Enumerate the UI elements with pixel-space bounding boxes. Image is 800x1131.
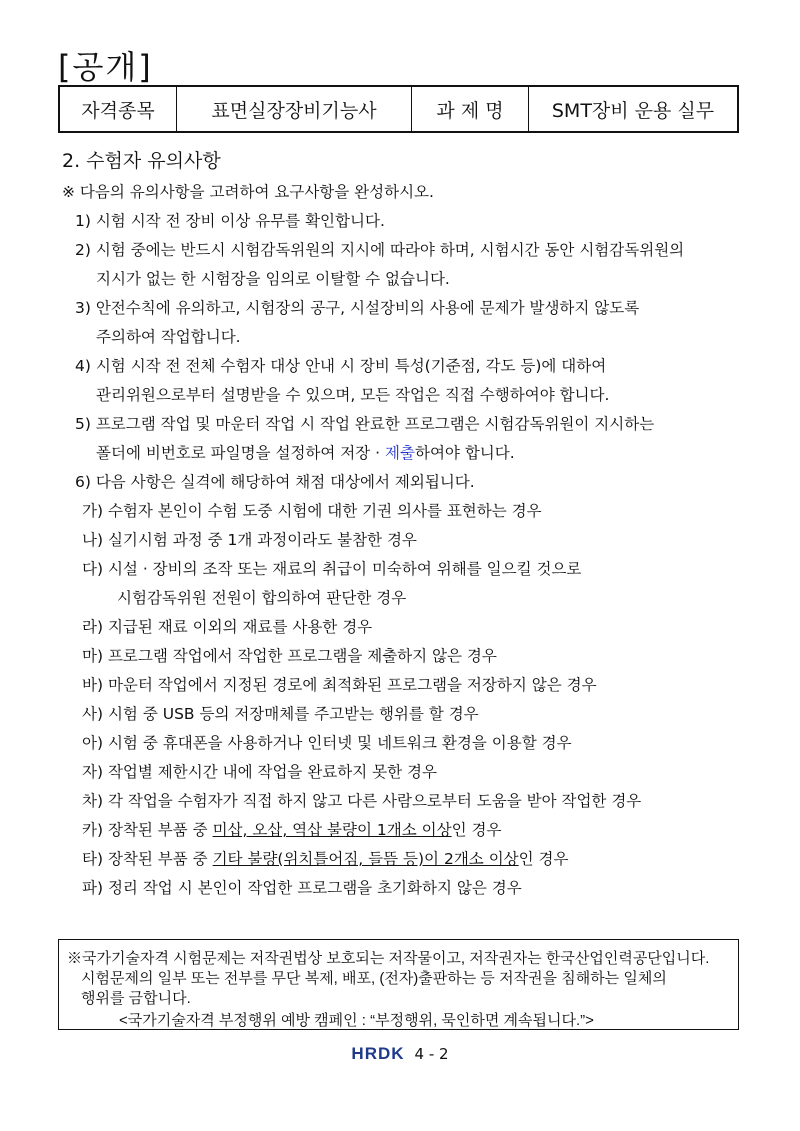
item-line: 5) 프로그램 작업 및 마운터 작업 시 작업 완료한 프로그램은 시험감독위원이 지시하는 (75, 415, 655, 433)
field-value-task: SMT장비 운용 실무 (529, 86, 739, 132)
item-line: 3) 안전수칙에 유의하고, 시험장의 공구, 시설장비의 사용에 문제가 발생하지 않도록 (75, 299, 640, 317)
section-title: 2. 수험자 유의사항 (62, 150, 221, 172)
sub-item-line: 차) 각 작업을 수험자가 직접 하지 않고 다른 사람으로부터 도움을 받아 작업한 경우 (82, 792, 642, 810)
field-label-subject: 자격종목 (59, 86, 177, 132)
item-text-highlight: 제출 (385, 444, 415, 462)
sub-item-text: 인 경우 (451, 821, 502, 839)
page-footer (0, 1044, 800, 1064)
sub-item-text-underlined: 기타 불량(위치틀어짐, 들뜸 등)이 2개소 이상 (212, 850, 519, 868)
sub-item-line: 시험감독위원 전원이 합의하여 판단한 경우 (117, 589, 407, 607)
notice-line: 시험문제의 일부 또는 전부를 무단 복제, 배포, (전자)출판하는 등 저작권을 침해하는 일체의 (81, 970, 667, 987)
sub-item-line: 사) 시험 중 USB 등의 저장매체를 주고받는 행위를 할 경우 (82, 705, 479, 723)
item-line: 1) 시험 시작 전 장비 이상 유무를 확인합니다. (75, 212, 385, 230)
item-line: 4) 시험 시작 전 전체 수험자 대상 안내 시 장비 특성(기준점, 각도 등)에 대하여 (75, 357, 607, 375)
notice-line: ※국가기술자격 시험문제는 저작권법상 보호되는 저작물이고, 저작권자는 한국산업인력공단입니다. (67, 950, 710, 967)
sub-item-line: 파) 정리 작업 시 본인이 작업한 프로그램을 초기화하지 않은 경우 (82, 879, 522, 897)
item-line: 관리위원으로부터 설명받을 수 있으며, 모든 작업은 직접 수행하여야 합니다. (96, 386, 610, 404)
sub-item-text-underlined: 미삽, 오삽, 역삽 불량이 1개소 이상 (212, 821, 452, 839)
item-line: 주의하여 작업합니다. (96, 328, 241, 346)
sub-item-text: 타) 장착된 부품 중 (82, 850, 213, 868)
info-table (58, 85, 739, 133)
item-line: 6) 다음 사항은 실격에 해당하여 채점 대상에서 제외됩니다. (75, 473, 475, 491)
sub-item-line: 라) 지급된 재료 이외의 재료를 사용한 경우 (82, 618, 373, 636)
sub-item-line: 다) 시설 · 장비의 조작 또는 재료의 취급이 미숙하여 위해를 일으킬 것으로 (82, 560, 582, 578)
page-label: [공개] (58, 48, 153, 86)
notice-campaign: <국가기술자격 부정행위 예방 캠페인 : “부정행위, 묵인하면 계속됩니다.”> (119, 1012, 594, 1029)
sub-item-line: 가) 수험자 본인이 수험 도중 시험에 대한 기권 의사를 표현하는 경우 (82, 502, 542, 520)
sub-item-line (82, 847, 569, 869)
item-line (96, 441, 515, 463)
sub-item-line: 자) 작업별 제한시간 내에 작업을 완료하지 못한 경우 (82, 763, 437, 781)
sub-item-line (82, 818, 501, 840)
field-label-task: 과 제 명 (412, 86, 529, 132)
item-text: 폴더에 비번호로 파일명을 설정하여 저장 · (96, 444, 386, 462)
item-text: 하여야 합니다. (414, 444, 515, 462)
sub-item-text: 인 경우 (518, 850, 569, 868)
notice-line: 행위를 금합니다. (81, 990, 191, 1007)
sub-item-line: 아) 시험 중 휴대폰을 사용하거나 인터넷 및 네트워크 환경을 이용할 경우 (82, 734, 572, 752)
page-number: 4 - 2 (414, 1045, 449, 1063)
item-line: 2) 시험 중에는 반드시 시험감독위원의 지시에 따라야 하며, 시험시간 동안 시험감독위원의 (75, 241, 685, 259)
sub-item-text: 카) 장착된 부품 중 (82, 821, 213, 839)
hrdk-logo: HRDK (351, 1044, 405, 1063)
item-line: 지시가 없는 한 시험장을 임의로 이탈할 수 없습니다. (96, 270, 450, 288)
intro-line: ※ 다음의 유의사항을 고려하여 요구사항을 완성하시오. (62, 183, 434, 201)
field-value-subject: 표면실장장비기능사 (177, 86, 412, 132)
sub-item-line: 나) 실기시험 과정 중 1개 과정이라도 불참한 경우 (82, 531, 417, 549)
copyright-notice (58, 939, 739, 1030)
sub-item-line: 바) 마운터 작업에서 지정된 경로에 최적화된 프로그램을 저장하지 않은 경우 (82, 676, 597, 694)
sub-item-line: 마) 프로그램 작업에서 작업한 프로그램을 제출하지 않은 경우 (82, 647, 497, 665)
